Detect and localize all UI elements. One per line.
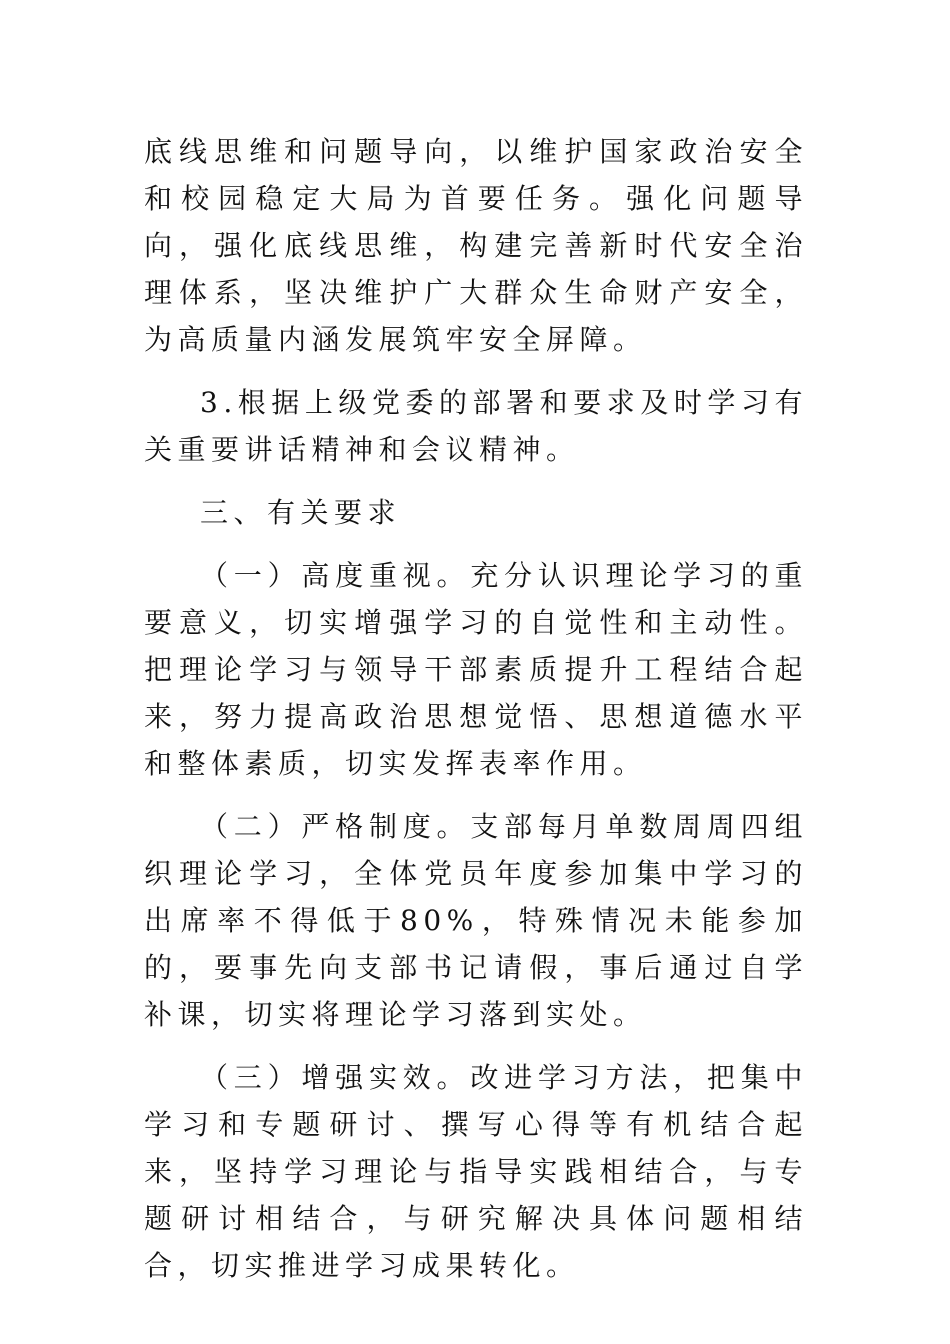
paragraph-requirement-3: （三）增强实效。改进学习方法，把集中学习和专题研讨、撰写心得等有机结合起来，坚持学习理论与指导实践相结合，与专题研讨相结合，与研究解决具体问题相结合，切实推进学习成果转化。 — [144, 1061, 808, 1282]
paragraph-requirement-2: （二）严格制度。支部每月单数周周四组织理论学习，全体党员年度参加集中学习的出席率不得低于80%，特殊情况未能参加的，要事先向支部书记请假，事后通过自学补课，切实将理论学习落到实处。 — [144, 810, 808, 1031]
paragraph-item-3: 3.根据上级党委的部署和要求及时学习有关重要讲话精神和会议精神。 — [144, 386, 808, 466]
paragraph-continuation: 底线思维和问题导向，以维护国家政治安全和校园稳定大局为首要任务。强化问题导向，强化底线思维，构建完善新时代安全治理体系，坚决维护广大群众生命财产安全，为高质量内涵发展筑牢安全屏障。 — [144, 135, 808, 356]
paragraph-requirement-1: （一）高度重视。充分认识理论学习的重要意义，切实增强学习的自觉性和主动性。把理论学习与领导干部素质提升工程结合起来，努力提高政治思想觉悟、思想道德水平和整体素质，切实发挥表率作用。 — [144, 559, 808, 780]
document-page — [144, 128, 808, 1305]
section-heading-requirements: 三、有关要求 — [200, 496, 402, 529]
